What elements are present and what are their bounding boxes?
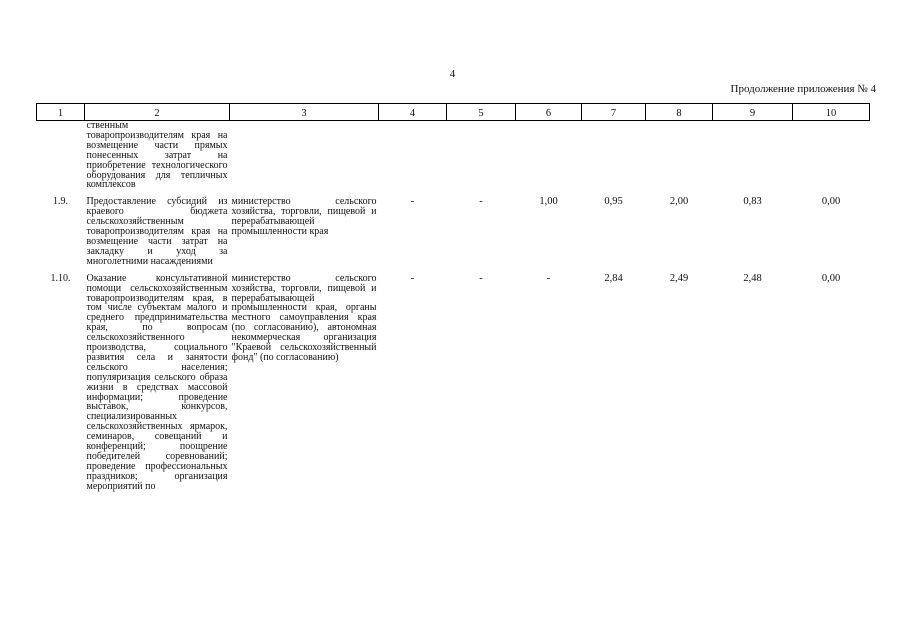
row-number: 1.10.: [50, 272, 71, 284]
value-cell: 2,84: [604, 272, 623, 284]
row-number: [37, 121, 85, 191]
value-cell: -: [410, 196, 415, 208]
program-measures-table: [36, 103, 870, 492]
col-header: 7: [582, 104, 646, 121]
measure-description: ственным товаропроизводителям края на возмещение части прямых понесенных затрат на приобретение технологического оборудования для тепличных комплексов: [86, 120, 228, 191]
executor: министерство сельского хозяйства, торговли, пищевой и перерабатывающей промышленности края, органы местного самоуправления края (по согласованию), автономная некоммерческая организация "Краевой сельскохозяйственный фонд" (по согласованию): [231, 272, 377, 363]
value-cell: [379, 121, 447, 191]
value-cell: 1,00: [539, 196, 558, 208]
page-number: 4: [449, 68, 456, 80]
col-header: 1: [37, 104, 85, 121]
value-cell: 2,00: [669, 196, 689, 208]
col-header: 2: [85, 104, 230, 121]
value-cell: 0,83: [743, 196, 762, 208]
appendix-continuation-label: Продолжение приложения № 4: [730, 83, 876, 95]
measure-description: Оказание консультативной помощи сельскохозяйственным товаропроизводителям края, в том числе субъектам малого и среднего предпринимательства края, по вопросам сельскохозяйственного производства, социального развития села и занятости сельского населения; популяризация сельского образа жизни в средствах массовой информации; проведение выставок, конкурсов, специализированных сельскохозяйственных ярмарок, семинаров, совещаний и конференций; поощрение победителей соревнований; проведение профессиональных праздников; организация мероприятий по: [86, 272, 228, 492]
table-row: [37, 267, 870, 492]
column-number-header-row: [37, 104, 870, 121]
table-row: [37, 190, 870, 266]
value-cell: -: [479, 196, 483, 208]
value-cell: -: [546, 272, 551, 284]
value-cell: -: [479, 272, 483, 284]
measure-description: Предоставление субсидий из краевого бюджета сельскохозяйственным товаропроизводителям края на возмещение части затрат на закладку и уход за многолетними насаждениями: [86, 196, 228, 267]
value-cell: [793, 121, 870, 191]
table-row: [37, 121, 870, 191]
row-number: 1.9.: [53, 196, 68, 208]
col-header: 9: [713, 104, 793, 121]
col-header: 6: [516, 104, 582, 121]
value-cell: [646, 121, 713, 191]
value-cell: 2,48: [743, 272, 762, 284]
col-header: 5: [447, 104, 516, 121]
value-cell: [516, 121, 582, 191]
col-header: 3: [230, 104, 379, 121]
value-cell: [713, 121, 793, 191]
value-cell: [447, 121, 516, 191]
value-cell: -: [410, 272, 415, 284]
executor: министерство сельского хозяйства, торговли, пищевой и перерабатывающей промышленности края: [231, 196, 377, 238]
value-cell: 0,00: [821, 272, 841, 284]
col-header: 4: [379, 104, 447, 121]
col-header: 8: [646, 104, 713, 121]
value-cell: 2,49: [669, 272, 689, 284]
value-cell: 0,00: [821, 196, 841, 208]
value-cell: 0,95: [604, 196, 623, 208]
executor: [230, 121, 379, 191]
value-cell: [582, 121, 646, 191]
col-header: 10: [793, 104, 870, 121]
